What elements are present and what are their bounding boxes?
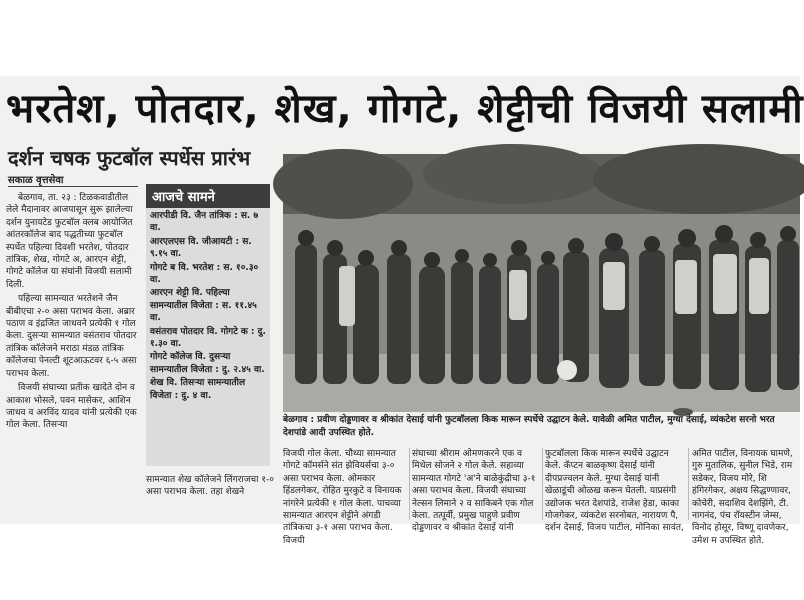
column-divider xyxy=(688,448,689,520)
newspaper-clipping xyxy=(0,76,804,546)
article-column-2-bottom: सामन्यात शेख कॉलेजने लिंगराजचा १-० असा पराभव केला. तहा शेखने xyxy=(146,475,274,498)
article-column-1 xyxy=(6,192,140,520)
schedule-item: वसंतराव पोतदार वि. गोगटे क : दु. १.३० वा. xyxy=(150,326,266,350)
schedule-item: आरपीडी वि. जैन तांत्रिक : स. ७ वा. xyxy=(150,211,259,234)
paragraph: बेळगाव, ता. २३ : टिळकवाडीतील लेले मैदानावर आजपासून सुरू झालेल्या दर्शन युनायटेड फुटबॉल क्लब आयोजित आंतरकॉलेज बाद पद्धतीच्या फुटबॉल स्पर्धेत पहिल्या दिवशी भरतेश, पोतदार तांत्रिक, शेख, गोगटे अ, आरएन शेट्टी, गोगटे कॉलेज या संघांनी विजयी सलामी दिली. xyxy=(6,193,133,290)
schedule-item: आरएलएस वि. जीआयटी : स. ९.१५ वा. xyxy=(150,236,252,260)
article-column-3: विजयी गोल केला. चौथ्या सामन्यात गोगटे कॉमर्सने संत झेवियर्सचा ३-० असा पराभव केला. ओमकार हिंडलगेकर, रोहित मुरकुटे व विनायक नांगरेने प्रत्येकी १ गोल केला. पाचव्या सामन्यात आरएन शेट्टीने अंगडी तांत्रिकचा ३-१ असा पराभव केला. विजयी xyxy=(283,449,402,546)
headline: भरतेश, पोतदार, शेख, गोगटे, शेट्टीची विजयी सलामी xyxy=(6,86,804,132)
photo-illustration xyxy=(283,154,800,412)
article-column-5: फुटबॉलला किक मारून स्पर्धेचे उद्घाटन केले. कॅप्टन बाळकृष्ण देसाई यांनी दीपप्रज्वलन केले. मुग्धा देसाई यांनी खेळाडूंची ओळख करून घेतली. याप्रसंगी उद्योजक भरत देशपांडे, राजेश हेडा, काका गोजगेकर, व्यंकटेश सरनोबत, नारायण पै, दर्शन देसाई, विजय पाटील, मोनिका सावंत, xyxy=(545,449,684,534)
event-photo xyxy=(283,154,800,412)
byline: सकाळ वृत्तसेवा xyxy=(8,175,64,186)
photo-caption: बेळगाव : प्रवीण दोड्डणावर व श्रीकांत देसाई यांनी फुटबॉलला किक मारून स्पर्धेचे उद्घाटन केले. यावेळी अमित पाटील, मुग्धा देसाई, व्यंकटेश सरनो भरत देशपांडे आदी उपस्थित होते. xyxy=(283,415,775,438)
schedule-item: आरएन शेट्टी वि. पहिल्या सामन्यातील विजेता : स. ११.४५ वा. xyxy=(150,288,257,324)
paragraph: पहिल्या सामन्यात भरतेशने जैन बीबीएचा २-० असा पराभव केला. अब्रार पठाण व इंद्रजित जाधवने प्रत्येकी १ गोल केला. दुसऱ्या सामन्यात वसंतराव पोतदार तांत्रिक कॉलेजने मराठा मंडळ तांत्रिक कॉलेजचा पेनल्टी शूटआऊटवर ६-५ असा पराभव केला. xyxy=(6,294,137,379)
schedule-item: गोगटे ब वि. भरतेश : स. १०.३० वा. xyxy=(150,262,259,286)
paragraph: विजयी संघाच्या प्रतीक खादेते दोन व आकाश भोसले, पवन मासेकर, आशिन जाधव व अरविंद यादव यांनी प्रत्येकी एक गोल केला. तिसऱ्या xyxy=(6,383,137,431)
schedule-title: आजचे सामने xyxy=(146,184,270,208)
subheadline: दर्शन चषक फुटबॉल स्पर्धेस प्रारंभ xyxy=(8,146,251,170)
schedule-box xyxy=(146,184,270,466)
column-divider xyxy=(542,448,543,520)
schedule-item: शेख वि. तिसऱ्या सामन्यातील विजेता : दु. ४ वा. xyxy=(150,378,246,401)
schedule-item: गोगटे कॉलेज वि. दुसऱ्या सामन्यातील विजेता : दु. २.४५ वा. xyxy=(150,352,265,375)
byline-rule xyxy=(8,186,138,187)
schedule-list xyxy=(146,208,270,405)
article-column-4: संघाच्या श्रीराम ओमणकरने एक व मिथेल सोजने २ गोल केले. सहाव्या सामन्यात गोगटे 'अ'ने बाळेकुंद्रीचा ३-१ असा पराभव केला. विजयी संघाच्या नेल्सन लिमाने २ व साकिबने एक गोल केला. तत्पूर्वी, प्रमुख पाहुणे प्रवीण दोड्डणावर व श्रीकांत देसाई यांनी xyxy=(412,449,536,534)
article-column-6: अमित पाटील, विनायक घामणे, गुरु मुतालिक, सुनील भिडे, राम सडेकर, विजय मोरे, शि हंगिरगेकर, अक्षय सिद्धण्णावर, कोचेरी, सदाशिव देशझिंगे, टी. नागनंद, पंच रॉयस्टीन जेम्स, विनोद होसूर, विष्णू दावणेकर, उमेश म उपस्थित होते. xyxy=(692,449,793,546)
column-divider xyxy=(409,448,410,520)
